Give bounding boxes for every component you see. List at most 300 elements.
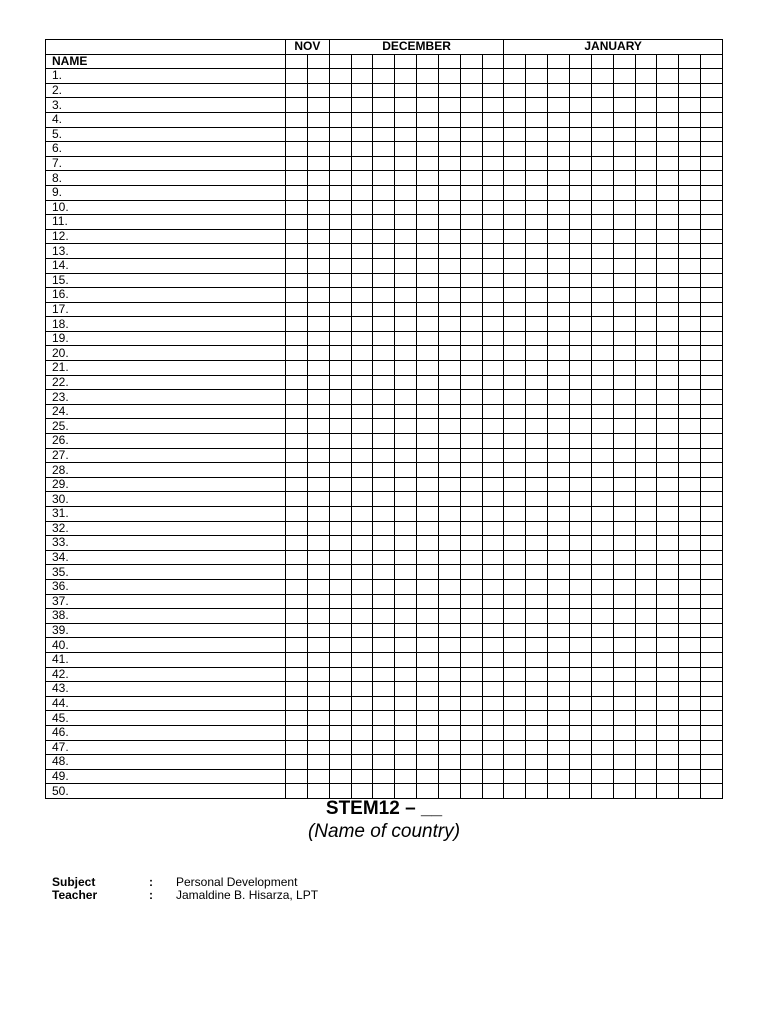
attendance-cell[interactable]	[613, 609, 635, 624]
attendance-cell[interactable]	[329, 638, 351, 653]
attendance-cell[interactable]	[351, 156, 373, 171]
attendance-cell[interactable]	[417, 98, 439, 113]
attendance-cell[interactable]	[548, 492, 570, 507]
attendance-cell[interactable]	[395, 594, 417, 609]
attendance-cell[interactable]	[526, 594, 548, 609]
attendance-cell[interactable]	[657, 448, 679, 463]
attendance-cell[interactable]	[701, 215, 723, 230]
attendance-cell[interactable]	[417, 594, 439, 609]
attendance-cell[interactable]	[438, 142, 460, 157]
attendance-cell[interactable]	[635, 229, 657, 244]
attendance-cell[interactable]	[286, 507, 308, 522]
attendance-cell[interactable]	[438, 725, 460, 740]
attendance-cell[interactable]	[548, 769, 570, 784]
attendance-cell[interactable]	[482, 288, 504, 303]
attendance-cell[interactable]	[307, 273, 329, 288]
attendance-cell[interactable]	[460, 346, 482, 361]
attendance-cell[interactable]	[417, 550, 439, 565]
attendance-cell[interactable]	[526, 185, 548, 200]
attendance-cell[interactable]	[613, 521, 635, 536]
attendance-cell[interactable]	[307, 507, 329, 522]
attendance-cell[interactable]	[569, 229, 591, 244]
attendance-cell[interactable]	[482, 419, 504, 434]
attendance-cell[interactable]	[395, 725, 417, 740]
attendance-cell[interactable]	[679, 112, 701, 127]
attendance-cell[interactable]	[569, 667, 591, 682]
attendance-cell[interactable]	[504, 696, 526, 711]
attendance-cell[interactable]	[504, 521, 526, 536]
attendance-cell[interactable]	[286, 492, 308, 507]
attendance-cell[interactable]	[526, 288, 548, 303]
attendance-cell[interactable]	[635, 215, 657, 230]
attendance-cell[interactable]	[307, 229, 329, 244]
attendance-cell[interactable]	[701, 609, 723, 624]
attendance-cell[interactable]	[613, 638, 635, 653]
attendance-cell[interactable]	[417, 696, 439, 711]
attendance-cell[interactable]	[591, 696, 613, 711]
attendance-cell[interactable]	[417, 419, 439, 434]
attendance-cell[interactable]	[569, 755, 591, 770]
attendance-cell[interactable]	[504, 98, 526, 113]
attendance-cell[interactable]	[373, 273, 395, 288]
attendance-cell[interactable]	[635, 346, 657, 361]
attendance-cell[interactable]	[373, 725, 395, 740]
attendance-cell[interactable]	[504, 769, 526, 784]
attendance-cell[interactable]	[438, 171, 460, 186]
attendance-cell[interactable]	[569, 390, 591, 405]
attendance-cell[interactable]	[307, 784, 329, 799]
attendance-cell[interactable]	[613, 83, 635, 98]
attendance-cell[interactable]	[569, 112, 591, 127]
attendance-cell[interactable]	[657, 302, 679, 317]
attendance-cell[interactable]	[701, 69, 723, 84]
attendance-cell[interactable]	[417, 390, 439, 405]
attendance-cell[interactable]	[417, 331, 439, 346]
attendance-cell[interactable]	[526, 171, 548, 186]
attendance-cell[interactable]	[591, 784, 613, 799]
attendance-cell[interactable]	[635, 609, 657, 624]
attendance-cell[interactable]	[657, 769, 679, 784]
attendance-cell[interactable]	[395, 215, 417, 230]
attendance-cell[interactable]	[701, 725, 723, 740]
attendance-cell[interactable]	[373, 98, 395, 113]
attendance-cell[interactable]	[504, 565, 526, 580]
attendance-cell[interactable]	[504, 302, 526, 317]
attendance-cell[interactable]	[286, 390, 308, 405]
attendance-cell[interactable]	[657, 229, 679, 244]
attendance-cell[interactable]	[438, 638, 460, 653]
attendance-cell[interactable]	[657, 711, 679, 726]
attendance-cell[interactable]	[526, 331, 548, 346]
attendance-cell[interactable]	[351, 594, 373, 609]
attendance-cell[interactable]	[482, 83, 504, 98]
attendance-cell[interactable]	[417, 725, 439, 740]
attendance-cell[interactable]	[395, 638, 417, 653]
attendance-cell[interactable]	[701, 258, 723, 273]
attendance-cell[interactable]	[460, 492, 482, 507]
attendance-cell[interactable]	[482, 623, 504, 638]
attendance-cell[interactable]	[373, 652, 395, 667]
attendance-cell[interactable]	[351, 507, 373, 522]
attendance-cell[interactable]	[373, 507, 395, 522]
attendance-cell[interactable]	[635, 521, 657, 536]
attendance-cell[interactable]	[351, 288, 373, 303]
attendance-cell[interactable]	[548, 200, 570, 215]
attendance-cell[interactable]	[526, 725, 548, 740]
attendance-cell[interactable]	[504, 156, 526, 171]
attendance-cell[interactable]	[460, 784, 482, 799]
attendance-cell[interactable]	[307, 83, 329, 98]
attendance-cell[interactable]	[591, 536, 613, 551]
attendance-cell[interactable]	[351, 755, 373, 770]
attendance-cell[interactable]	[591, 156, 613, 171]
attendance-cell[interactable]	[526, 317, 548, 332]
attendance-cell[interactable]	[460, 244, 482, 259]
attendance-cell[interactable]	[417, 652, 439, 667]
attendance-cell[interactable]	[635, 156, 657, 171]
attendance-cell[interactable]	[569, 623, 591, 638]
attendance-cell[interactable]	[504, 579, 526, 594]
attendance-cell[interactable]	[569, 346, 591, 361]
attendance-cell[interactable]	[548, 463, 570, 478]
attendance-cell[interactable]	[657, 419, 679, 434]
attendance-cell[interactable]	[657, 536, 679, 551]
attendance-cell[interactable]	[526, 740, 548, 755]
attendance-cell[interactable]	[569, 288, 591, 303]
attendance-cell[interactable]	[351, 171, 373, 186]
attendance-cell[interactable]	[286, 200, 308, 215]
attendance-cell[interactable]	[591, 185, 613, 200]
attendance-cell[interactable]	[526, 98, 548, 113]
attendance-cell[interactable]	[701, 244, 723, 259]
attendance-cell[interactable]	[438, 755, 460, 770]
attendance-cell[interactable]	[482, 156, 504, 171]
attendance-cell[interactable]	[460, 229, 482, 244]
attendance-cell[interactable]	[504, 682, 526, 697]
attendance-cell[interactable]	[548, 536, 570, 551]
attendance-cell[interactable]	[373, 521, 395, 536]
attendance-cell[interactable]	[548, 419, 570, 434]
attendance-cell[interactable]	[482, 536, 504, 551]
attendance-cell[interactable]	[635, 361, 657, 376]
attendance-cell[interactable]	[613, 740, 635, 755]
attendance-cell[interactable]	[657, 127, 679, 142]
attendance-cell[interactable]	[657, 594, 679, 609]
attendance-cell[interactable]	[613, 711, 635, 726]
attendance-cell[interactable]	[286, 215, 308, 230]
attendance-cell[interactable]	[460, 127, 482, 142]
attendance-cell[interactable]	[591, 419, 613, 434]
attendance-cell[interactable]	[286, 579, 308, 594]
attendance-cell[interactable]	[395, 112, 417, 127]
attendance-cell[interactable]	[504, 725, 526, 740]
attendance-cell[interactable]	[395, 390, 417, 405]
attendance-cell[interactable]	[635, 711, 657, 726]
attendance-cell[interactable]	[679, 682, 701, 697]
attendance-cell[interactable]	[417, 200, 439, 215]
attendance-cell[interactable]	[526, 346, 548, 361]
attendance-cell[interactable]	[482, 609, 504, 624]
attendance-cell[interactable]	[657, 434, 679, 449]
attendance-cell[interactable]	[591, 244, 613, 259]
attendance-cell[interactable]	[701, 288, 723, 303]
attendance-cell[interactable]	[613, 200, 635, 215]
attendance-cell[interactable]	[307, 346, 329, 361]
attendance-cell[interactable]	[351, 725, 373, 740]
attendance-cell[interactable]	[679, 740, 701, 755]
attendance-cell[interactable]	[438, 331, 460, 346]
attendance-cell[interactable]	[373, 229, 395, 244]
attendance-cell[interactable]	[526, 127, 548, 142]
attendance-cell[interactable]	[679, 419, 701, 434]
attendance-cell[interactable]	[395, 579, 417, 594]
attendance-cell[interactable]	[526, 419, 548, 434]
attendance-cell[interactable]	[613, 755, 635, 770]
attendance-cell[interactable]	[504, 419, 526, 434]
attendance-cell[interactable]	[286, 273, 308, 288]
attendance-cell[interactable]	[351, 652, 373, 667]
attendance-cell[interactable]	[613, 725, 635, 740]
attendance-cell[interactable]	[591, 623, 613, 638]
attendance-cell[interactable]	[591, 682, 613, 697]
attendance-cell[interactable]	[569, 171, 591, 186]
attendance-cell[interactable]	[657, 98, 679, 113]
attendance-cell[interactable]	[504, 652, 526, 667]
attendance-cell[interactable]	[701, 83, 723, 98]
attendance-cell[interactable]	[613, 346, 635, 361]
attendance-cell[interactable]	[548, 258, 570, 273]
attendance-cell[interactable]	[526, 696, 548, 711]
attendance-cell[interactable]	[460, 521, 482, 536]
attendance-cell[interactable]	[548, 434, 570, 449]
attendance-cell[interactable]	[548, 127, 570, 142]
attendance-cell[interactable]	[395, 536, 417, 551]
attendance-cell[interactable]	[701, 273, 723, 288]
attendance-cell[interactable]	[373, 579, 395, 594]
attendance-cell[interactable]	[373, 769, 395, 784]
attendance-cell[interactable]	[591, 98, 613, 113]
attendance-cell[interactable]	[613, 185, 635, 200]
attendance-cell[interactable]	[329, 507, 351, 522]
attendance-cell[interactable]	[482, 317, 504, 332]
attendance-cell[interactable]	[504, 244, 526, 259]
attendance-cell[interactable]	[482, 565, 504, 580]
attendance-cell[interactable]	[482, 127, 504, 142]
attendance-cell[interactable]	[526, 667, 548, 682]
attendance-cell[interactable]	[482, 215, 504, 230]
attendance-cell[interactable]	[286, 638, 308, 653]
attendance-cell[interactable]	[635, 244, 657, 259]
attendance-cell[interactable]	[373, 171, 395, 186]
attendance-cell[interactable]	[657, 142, 679, 157]
attendance-cell[interactable]	[307, 288, 329, 303]
attendance-cell[interactable]	[679, 171, 701, 186]
attendance-cell[interactable]	[569, 215, 591, 230]
attendance-cell[interactable]	[438, 404, 460, 419]
attendance-cell[interactable]	[438, 609, 460, 624]
attendance-cell[interactable]	[679, 331, 701, 346]
attendance-cell[interactable]	[504, 711, 526, 726]
attendance-cell[interactable]	[417, 258, 439, 273]
attendance-cell[interactable]	[286, 142, 308, 157]
attendance-cell[interactable]	[482, 375, 504, 390]
attendance-cell[interactable]	[591, 390, 613, 405]
attendance-cell[interactable]	[438, 229, 460, 244]
attendance-cell[interactable]	[307, 667, 329, 682]
attendance-cell[interactable]	[438, 317, 460, 332]
attendance-cell[interactable]	[417, 215, 439, 230]
attendance-cell[interactable]	[417, 361, 439, 376]
attendance-cell[interactable]	[482, 258, 504, 273]
attendance-cell[interactable]	[373, 419, 395, 434]
attendance-cell[interactable]	[679, 404, 701, 419]
attendance-cell[interactable]	[569, 536, 591, 551]
attendance-cell[interactable]	[329, 69, 351, 84]
attendance-cell[interactable]	[307, 652, 329, 667]
attendance-cell[interactable]	[679, 361, 701, 376]
attendance-cell[interactable]	[679, 725, 701, 740]
attendance-cell[interactable]	[591, 492, 613, 507]
attendance-cell[interactable]	[504, 667, 526, 682]
attendance-cell[interactable]	[657, 521, 679, 536]
attendance-cell[interactable]	[679, 755, 701, 770]
attendance-cell[interactable]	[613, 288, 635, 303]
attendance-cell[interactable]	[548, 375, 570, 390]
attendance-cell[interactable]	[569, 565, 591, 580]
attendance-cell[interactable]	[307, 696, 329, 711]
attendance-cell[interactable]	[569, 463, 591, 478]
attendance-cell[interactable]	[591, 740, 613, 755]
attendance-cell[interactable]	[307, 98, 329, 113]
attendance-cell[interactable]	[373, 112, 395, 127]
attendance-cell[interactable]	[591, 83, 613, 98]
attendance-cell[interactable]	[286, 755, 308, 770]
attendance-cell[interactable]	[657, 579, 679, 594]
attendance-cell[interactable]	[635, 740, 657, 755]
attendance-cell[interactable]	[286, 156, 308, 171]
attendance-cell[interactable]	[591, 769, 613, 784]
attendance-cell[interactable]	[351, 682, 373, 697]
attendance-cell[interactable]	[286, 696, 308, 711]
attendance-cell[interactable]	[569, 98, 591, 113]
attendance-cell[interactable]	[657, 375, 679, 390]
attendance-cell[interactable]	[548, 784, 570, 799]
attendance-cell[interactable]	[307, 711, 329, 726]
attendance-cell[interactable]	[591, 565, 613, 580]
attendance-cell[interactable]	[286, 682, 308, 697]
attendance-cell[interactable]	[482, 171, 504, 186]
attendance-cell[interactable]	[526, 623, 548, 638]
attendance-cell[interactable]	[635, 98, 657, 113]
attendance-cell[interactable]	[351, 565, 373, 580]
attendance-cell[interactable]	[329, 98, 351, 113]
attendance-cell[interactable]	[460, 390, 482, 405]
attendance-cell[interactable]	[482, 507, 504, 522]
attendance-cell[interactable]	[569, 404, 591, 419]
attendance-cell[interactable]	[504, 112, 526, 127]
attendance-cell[interactable]	[329, 550, 351, 565]
attendance-cell[interactable]	[417, 171, 439, 186]
attendance-cell[interactable]	[460, 463, 482, 478]
attendance-cell[interactable]	[460, 565, 482, 580]
attendance-cell[interactable]	[679, 565, 701, 580]
attendance-cell[interactable]	[395, 375, 417, 390]
attendance-cell[interactable]	[417, 623, 439, 638]
attendance-cell[interactable]	[460, 638, 482, 653]
attendance-cell[interactable]	[286, 404, 308, 419]
attendance-cell[interactable]	[548, 69, 570, 84]
attendance-cell[interactable]	[635, 200, 657, 215]
attendance-cell[interactable]	[548, 331, 570, 346]
attendance-cell[interactable]	[373, 258, 395, 273]
attendance-cell[interactable]	[548, 725, 570, 740]
attendance-cell[interactable]	[417, 156, 439, 171]
attendance-cell[interactable]	[438, 200, 460, 215]
attendance-cell[interactable]	[460, 667, 482, 682]
attendance-cell[interactable]	[286, 419, 308, 434]
attendance-cell[interactable]	[417, 740, 439, 755]
attendance-cell[interactable]	[569, 361, 591, 376]
attendance-cell[interactable]	[286, 667, 308, 682]
attendance-cell[interactable]	[613, 477, 635, 492]
attendance-cell[interactable]	[438, 536, 460, 551]
attendance-cell[interactable]	[569, 492, 591, 507]
attendance-cell[interactable]	[548, 755, 570, 770]
attendance-cell[interactable]	[438, 375, 460, 390]
attendance-cell[interactable]	[504, 171, 526, 186]
attendance-cell[interactable]	[701, 638, 723, 653]
attendance-cell[interactable]	[329, 696, 351, 711]
attendance-cell[interactable]	[635, 434, 657, 449]
attendance-cell[interactable]	[351, 83, 373, 98]
attendance-cell[interactable]	[417, 565, 439, 580]
attendance-cell[interactable]	[504, 142, 526, 157]
attendance-cell[interactable]	[438, 288, 460, 303]
attendance-cell[interactable]	[438, 565, 460, 580]
attendance-cell[interactable]	[395, 755, 417, 770]
attendance-cell[interactable]	[679, 200, 701, 215]
attendance-cell[interactable]	[635, 390, 657, 405]
attendance-cell[interactable]	[438, 156, 460, 171]
attendance-cell[interactable]	[679, 229, 701, 244]
attendance-cell[interactable]	[307, 492, 329, 507]
attendance-cell[interactable]	[591, 725, 613, 740]
attendance-cell[interactable]	[613, 536, 635, 551]
attendance-cell[interactable]	[657, 215, 679, 230]
attendance-cell[interactable]	[395, 463, 417, 478]
attendance-cell[interactable]	[701, 711, 723, 726]
attendance-cell[interactable]	[307, 142, 329, 157]
attendance-cell[interactable]	[329, 156, 351, 171]
attendance-cell[interactable]	[482, 784, 504, 799]
attendance-cell[interactable]	[569, 185, 591, 200]
attendance-cell[interactable]	[329, 463, 351, 478]
attendance-cell[interactable]	[548, 404, 570, 419]
attendance-cell[interactable]	[395, 667, 417, 682]
attendance-cell[interactable]	[526, 579, 548, 594]
attendance-cell[interactable]	[286, 375, 308, 390]
attendance-cell[interactable]	[701, 492, 723, 507]
attendance-cell[interactable]	[329, 536, 351, 551]
attendance-cell[interactable]	[591, 229, 613, 244]
attendance-cell[interactable]	[460, 769, 482, 784]
attendance-cell[interactable]	[526, 200, 548, 215]
attendance-cell[interactable]	[613, 550, 635, 565]
attendance-cell[interactable]	[460, 258, 482, 273]
attendance-cell[interactable]	[286, 711, 308, 726]
attendance-cell[interactable]	[635, 171, 657, 186]
attendance-cell[interactable]	[373, 69, 395, 84]
